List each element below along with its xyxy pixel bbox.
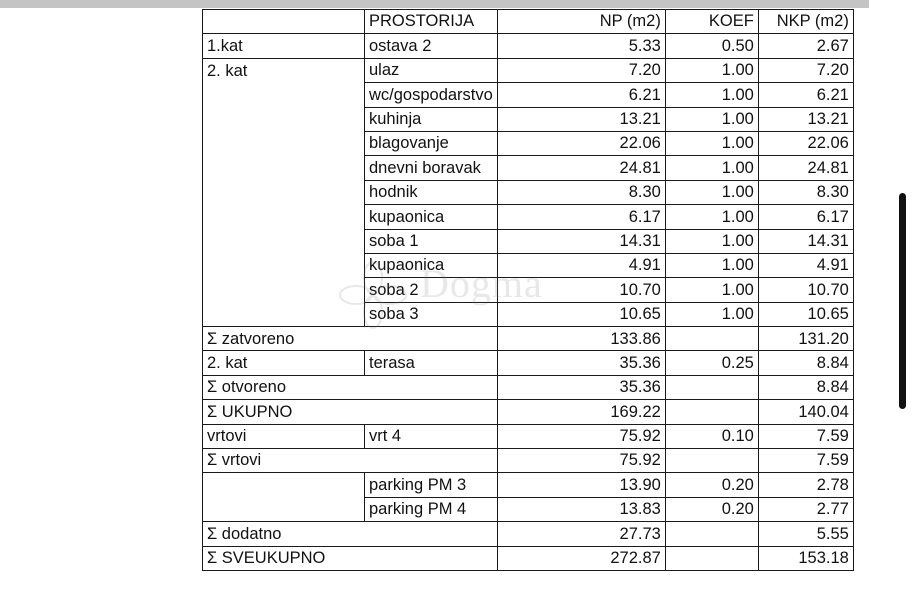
total-row-vrtovi [203,449,854,473]
room-nkp: 22.06 [758,131,853,155]
room-nkp: 10.70 [758,278,853,302]
total-koef-empty [665,375,758,399]
room-np: 8.30 [497,180,665,204]
room-nkp: 2.67 [758,34,853,58]
room-koef: 0.20 [665,473,758,497]
room-name: dnevni boravak [365,156,498,180]
top-status-bar [0,0,869,8]
total-nkp: 8.84 [758,375,853,399]
room-name: blagovanje [365,131,498,155]
total-row-zatvoreno [203,327,854,351]
total-koef-empty [665,400,758,424]
total-row-ukupno [203,400,854,424]
total-koef-empty [665,449,758,473]
room-koef: 1.00 [665,229,758,253]
room-nkp: 6.17 [758,205,853,229]
header-room: PROSTORIJA [365,10,498,34]
room-np: 22.06 [497,131,665,155]
room-name: ulaz [365,58,498,82]
total-nkp: 140.04 [758,400,853,424]
group-label-kat2: 2. kat [203,58,365,326]
total-np: 75.92 [497,449,665,473]
room-name: vrt 4 [365,424,498,448]
room-nkp: 6.21 [758,83,853,107]
total-row-otvoreno [203,375,854,399]
room-name: terasa [365,351,498,375]
room-name: kuhinja [365,107,498,131]
table-header-row [203,10,854,34]
table-row [203,473,854,497]
scrollbar-thumb[interactable] [899,193,906,409]
total-nkp: 7.59 [758,449,853,473]
header-koef: KOEF [665,10,758,34]
room-np: 5.33 [497,34,665,58]
total-np: 272.87 [497,546,665,570]
total-row-sveukupno [203,546,854,570]
room-koef: 1.00 [665,253,758,277]
room-np: 13.90 [497,473,665,497]
table-row [203,351,854,375]
room-koef: 1.00 [665,107,758,131]
room-koef: 0.50 [665,34,758,58]
room-name: ostava 2 [365,34,498,58]
total-koef-empty [665,522,758,546]
area-table [202,9,854,571]
room-koef: 0.10 [665,424,758,448]
room-koef: 1.00 [665,58,758,82]
header-empty-cell [203,10,365,34]
total-label: Σ otvoreno [203,375,498,399]
room-np: 24.81 [497,156,665,180]
table-row [203,58,854,82]
room-nkp: 2.78 [758,473,853,497]
total-koef-empty [665,327,758,351]
room-np: 13.83 [497,497,665,521]
total-label: Σ vrtovi [203,449,498,473]
group-label-kat2-open: 2. kat [203,351,365,375]
group-label-vrtovi: vrtovi [203,424,365,448]
room-np: 4.91 [497,253,665,277]
room-nkp: 2.77 [758,497,853,521]
room-np: 75.92 [497,424,665,448]
room-koef: 0.25 [665,351,758,375]
room-name: wc/gospodarstvo [365,83,498,107]
total-koef-empty [665,546,758,570]
room-np: 7.20 [497,58,665,82]
room-nkp: 4.91 [758,253,853,277]
table-row [203,34,854,58]
room-nkp: 8.30 [758,180,853,204]
total-label: Σ SVEUKUPNO [203,546,498,570]
room-nkp: 24.81 [758,156,853,180]
total-np: 133.86 [497,327,665,351]
room-np: 35.36 [497,351,665,375]
room-nkp: 13.21 [758,107,853,131]
total-label: Σ zatvoreno [203,327,498,351]
watermark-text: Dogma [420,261,543,306]
room-koef: 1.00 [665,131,758,155]
header-nkp: NKP (m2) [758,10,853,34]
room-koef: 1.00 [665,205,758,229]
room-koef: 1.00 [665,156,758,180]
room-np: 14.31 [497,229,665,253]
room-nkp: 14.31 [758,229,853,253]
total-nkp: 131.20 [758,327,853,351]
total-np: 35.36 [497,375,665,399]
room-name: hodnik [365,180,498,204]
room-name: soba 1 [365,229,498,253]
room-name: soba 2 [365,278,498,302]
room-np: 6.17 [497,205,665,229]
table-row [203,424,854,448]
group-label-parking-empty [203,473,365,522]
room-koef: 0.20 [665,497,758,521]
total-label: Σ UKUPNO [203,400,498,424]
room-nkp: 8.84 [758,351,853,375]
total-np: 27.73 [497,522,665,546]
room-np: 10.70 [497,278,665,302]
room-name: kupaonica [365,205,498,229]
room-name: parking PM 3 [365,473,498,497]
room-name: parking PM 4 [365,497,498,521]
room-np: 10.65 [497,302,665,326]
room-name: soba 3 [365,302,498,326]
group-label-kat1: 1.kat [203,34,365,58]
room-koef: 1.00 [665,302,758,326]
room-koef: 1.00 [665,278,758,302]
total-np: 169.22 [497,400,665,424]
room-nkp: 7.59 [758,424,853,448]
header-np: NP (m2) [497,10,665,34]
total-row-dodatno [203,522,854,546]
room-koef: 1.00 [665,83,758,107]
room-nkp: 7.20 [758,58,853,82]
total-label: Σ dodatno [203,522,498,546]
total-nkp: 153.18 [758,546,853,570]
room-np: 6.21 [497,83,665,107]
room-name: kupaonica [365,253,498,277]
total-nkp: 5.55 [758,522,853,546]
room-np: 13.21 [497,107,665,131]
room-nkp: 10.65 [758,302,853,326]
room-koef: 1.00 [665,180,758,204]
